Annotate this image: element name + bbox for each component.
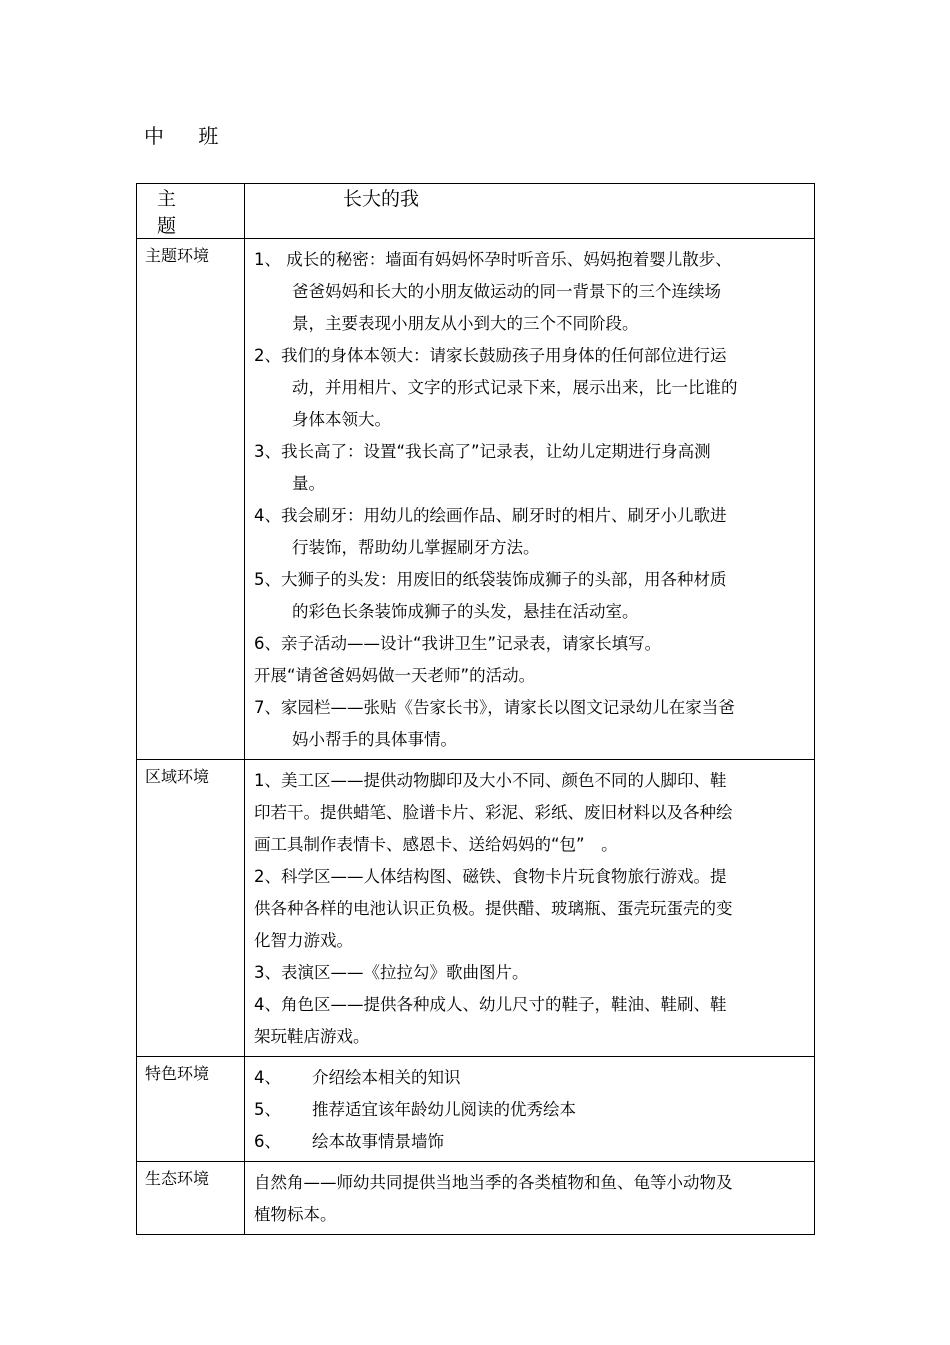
text-line: 架玩鞋店游戏。: [254, 1027, 370, 1046]
feature-item: [254, 1094, 814, 1126]
text-line: 植物标本。: [254, 1205, 337, 1224]
section-row-theme: [137, 239, 815, 760]
section-content: [245, 1162, 815, 1235]
header-row: [137, 184, 815, 239]
section-row-ecology: [137, 1162, 815, 1235]
section-content: [245, 760, 815, 1057]
feature-item: [254, 1062, 814, 1094]
theme-item-6: [254, 628, 814, 692]
section-content: [245, 1057, 815, 1162]
section-category: 特色环境: [137, 1057, 245, 1162]
text-line: 供各种各样的电池认识正负极。提供醋、玻璃瓶、蛋壳玩蛋壳的变: [254, 899, 733, 918]
section-row-feature: [137, 1057, 815, 1162]
item-text: 介绍绘本相关的知识: [312, 1068, 461, 1087]
text-line: 6、亲子活动——设计“我讲卫生”记录表，请家长填写。: [254, 634, 662, 653]
text-line: 1、美工区——提供动物脚印及大小不同、颜色不同的人脚印、鞋: [254, 771, 727, 790]
theme-item-4: [254, 500, 814, 564]
text-line: 画工具制作表情卡、感恩卡、送给妈妈的“包” 。: [254, 835, 618, 854]
text-line: 5、大狮子的头发：用废旧的纸袋装饰成狮子的头部，用各种材质: [254, 570, 727, 589]
section-category: 主题环境: [137, 239, 245, 760]
text-line: 身体本领大。: [292, 410, 391, 429]
feature-item: [254, 1126, 814, 1158]
text-line: 行装饰，帮助幼儿掌握刷牙方法。: [292, 538, 540, 557]
text-line: 动，并用相片、文字的形式记录下来，展示出来，比一比谁的: [292, 378, 738, 397]
theme-item-7: [254, 692, 814, 756]
section-content: [245, 239, 815, 760]
text-line: 4、我会刷牙：用幼儿的绘画作品、刷牙时的相片、刷牙小儿歌进: [254, 506, 727, 525]
text-line: 爸爸妈妈和长大的小朋友做运动的同一背景下的三个连续场: [292, 282, 721, 301]
text-line: 1、 成长的秘密：墙面有妈妈怀孕时听音乐、妈妈抱着婴儿散步、: [254, 250, 732, 269]
text-line: 2、科学区——人体结构图、磁铁、食物卡片玩食物旅行游戏。提: [254, 867, 727, 886]
text-line: 7、家园栏——张贴《告家长书》，请家长以图文记录幼儿在家当爸: [254, 698, 735, 717]
theme-item-5: [254, 564, 814, 628]
text-line: 开展“请爸爸妈妈做一天老师”的活动。: [254, 666, 536, 685]
section-category: 区域环境: [137, 760, 245, 1057]
item-text: 推荐适宜该年龄幼儿阅读的优秀绘本: [312, 1100, 576, 1119]
text-line: 的彩色长条装饰成狮子的头发，悬挂在活动室。: [292, 602, 639, 621]
item-number: 4、: [254, 1068, 281, 1087]
item-text: 绘本故事情景墙饰: [312, 1132, 444, 1151]
text-line: 景，主要表现小朋友从小到大的三个不同阶段。: [292, 314, 639, 333]
item-number: 5、: [254, 1100, 281, 1119]
text-line: 4、角色区——提供各种成人、幼儿尺寸的鞋子，鞋油、鞋刷、鞋: [254, 995, 727, 1014]
page-title: 中 班: [144, 124, 233, 148]
header-value: 长大的我: [245, 184, 815, 239]
theme-item-3: [254, 436, 814, 500]
section-category: 生态环境: [137, 1162, 245, 1235]
text-line: 自然角——师幼共同提供当地当季的各类植物和鱼、龟等小动物及: [254, 1173, 733, 1192]
text-line: 3、我长高了：设置“我长高了”记录表，让幼儿定期进行身高测: [254, 442, 711, 461]
section-row-area: [137, 760, 815, 1057]
plan-table: [136, 183, 815, 1235]
item-number: 6、: [254, 1132, 281, 1151]
text-line: 3、表演区——《拉拉勾》歌曲图片。: [254, 963, 529, 982]
theme-item-2: [254, 340, 814, 436]
header-label: 主 题: [137, 184, 245, 239]
theme-item-1: [254, 244, 814, 340]
text-line: 量。: [292, 474, 325, 493]
text-line: 2、我们的身体本领大：请家长鼓励孩子用身体的任何部位进行运: [254, 346, 727, 365]
text-line: 印若干。提供蜡笔、脸谱卡片、彩泥、彩纸、废旧材料以及各种绘: [254, 803, 733, 822]
text-line: 妈小帮手的具体事情。: [292, 730, 457, 749]
text-line: 化智力游戏。: [254, 931, 353, 950]
